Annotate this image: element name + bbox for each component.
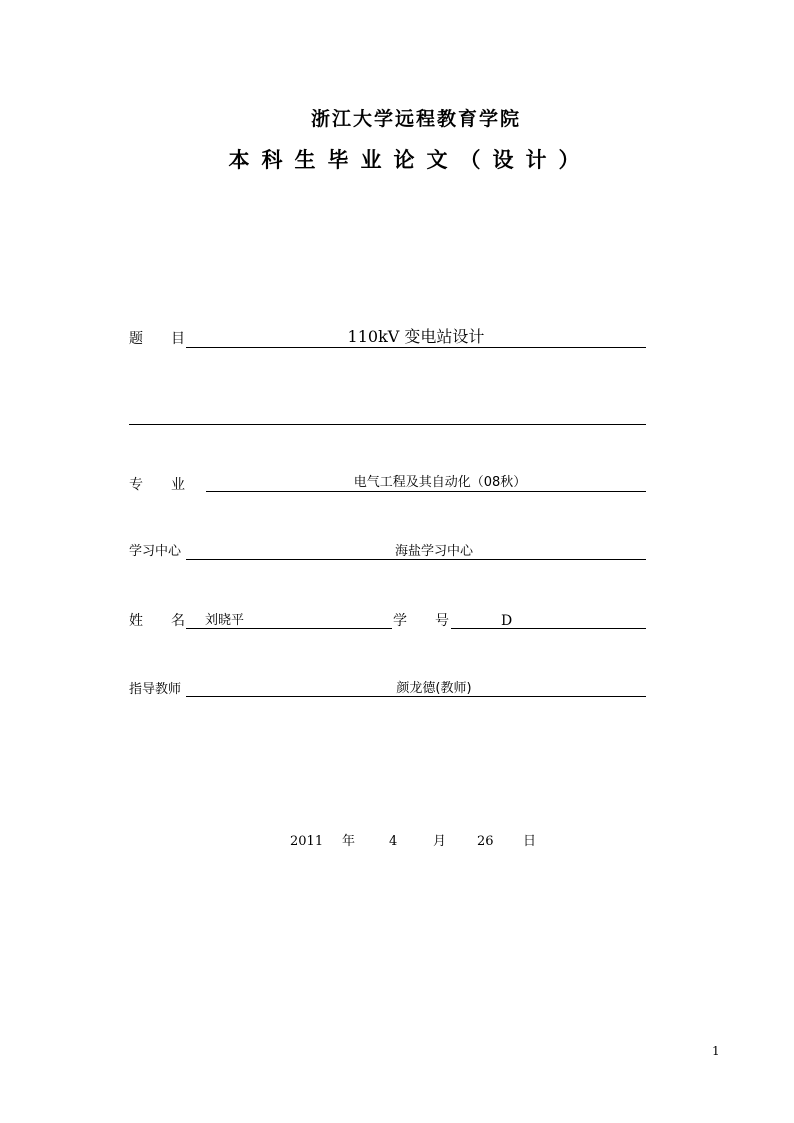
- name-value: 刘晓平: [205, 613, 245, 628]
- major-label-char-1: 专: [129, 477, 143, 493]
- topic-label-char-2: 目: [171, 331, 185, 347]
- advisor-value: 颜龙德(教师): [396, 681, 472, 696]
- date-month: 4: [389, 834, 398, 849]
- topic-underline: [186, 347, 646, 348]
- major-underline: [206, 491, 646, 492]
- date-day-unit: 日: [523, 834, 537, 849]
- name-label-char-2: 名: [171, 613, 185, 629]
- advisor-label: 指导教师: [129, 682, 182, 697]
- page-number: 1: [712, 1044, 720, 1058]
- center-value: 海盐学习中心: [394, 544, 473, 559]
- topic-continuation-underline: [129, 424, 646, 425]
- major-label-char-2: 业: [171, 477, 185, 493]
- student-id-label-char-1: 学: [393, 613, 407, 629]
- document-title: 本科生毕业论文（设计）: [228, 147, 592, 172]
- student-id-value: D: [501, 613, 513, 629]
- name-label-char-1: 姓: [129, 613, 143, 629]
- major-value: 电气工程及其自动化（08秋）: [353, 475, 527, 490]
- student-id-underline: [451, 628, 646, 629]
- center-label: 学习中心: [129, 544, 182, 559]
- topic-label-char-1: 题: [129, 331, 143, 347]
- school-name: 浙江大学远程教育学院: [310, 108, 521, 130]
- date-year: 2011: [290, 834, 324, 849]
- date-day: 26: [477, 834, 494, 849]
- topic-value: 110kV 变电站设计: [347, 327, 485, 346]
- date-year-unit: 年: [342, 834, 356, 849]
- date-month-unit: 月: [433, 834, 447, 849]
- student-id-label-char-2: 号: [435, 613, 449, 629]
